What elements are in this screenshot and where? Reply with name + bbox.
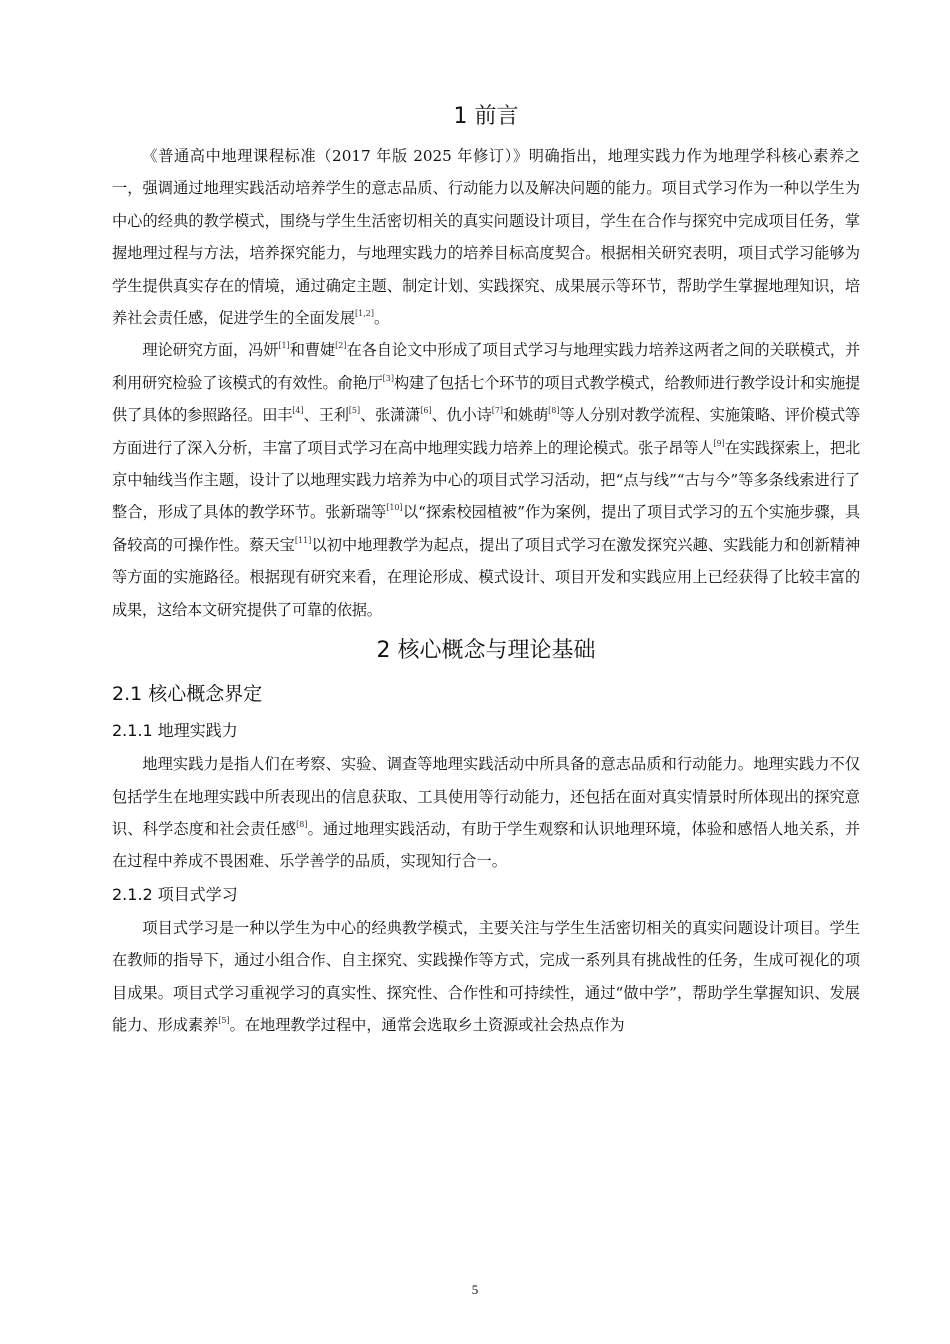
text-run: 。: [373, 309, 390, 328]
section-2-1-1-heading: 2.1.1 地理实践力: [112, 721, 238, 741]
citation: [5]: [218, 1015, 230, 1025]
text-run: 项目式学习是一种以学生为中心的经典教学模式，主要关注与学生生活密切相关的真实问题设计项目。学生在教师的指导下，通过小组合作、自主探究、实践操作等方式，完成一系列具有挑战性的任务，生成可视化的项目成果。项目式学习重视学习的真实性、探究性、合作性和可持续性，通过“做中学”，帮助学生掌握知识、发展能力、形成素养: [112, 918, 860, 1034]
text-run: 地理实践力是指人们在考察、实验、调查等地理实践活动中所具备的意志品质和行动能力。地理实践力不仅包括学生在地理实践中所表现出的信息获取、工具使用等行动能力，还包括在面对真实情景时所体现出的探究意识、科学态度和社会责任感: [112, 755, 860, 838]
citation: [9]: [713, 438, 725, 448]
page-number: 5: [471, 1282, 479, 1297]
project-learning-paragraph: [112, 912, 860, 1042]
citation: [2]: [335, 341, 347, 351]
text-run: 在各自论文中形成了项目式学习与地理实践力培养这两者之间的关联模式，并利用研究检验了该模式的有效性。俞艳厅: [112, 341, 861, 392]
citation: [3]: [382, 373, 394, 383]
geographic-practice-paragraph: [112, 748, 860, 878]
intro-paragraph: [112, 140, 860, 334]
citation: [11]: [294, 535, 312, 545]
section-2-heading: 2 核心概念与理论基础: [376, 638, 596, 664]
text-run: 、张潇潇: [360, 406, 421, 425]
citation: [10]: [386, 503, 403, 513]
citation: [8]: [296, 819, 308, 829]
section-2-1-heading: 2.1 核心概念界定: [112, 683, 263, 706]
citation: [8]: [548, 406, 560, 416]
citation: [6]: [420, 406, 432, 416]
text-run: 和曹婕: [289, 341, 336, 360]
citation: [1]: [278, 341, 290, 351]
section-1-heading: 1 前言: [453, 104, 519, 129]
text-run: 和姚萌: [503, 406, 549, 425]
text-run: 在实践探索上，把北京中轴线当作主题，设计了以地理实践力培养为中心的项目式学习活动，把“点与线”“古与今”等多条线索进行了整合，形成了具体的教学环节。张新瑞等: [112, 438, 860, 522]
text-run: 。在地理教学过程中，通常会选取乡土资源或社会热点作为: [229, 1015, 625, 1034]
text-run: 。通过地理实践活动，有助于学生观察和认识地理环境，体验和感悟人地关系，并在过程中养成不畏困难、乐学善学的品质，实现知行合一。: [112, 819, 861, 871]
text-run: 、仇小诗: [431, 406, 492, 425]
text-run: 以初中地理教学为起点，提出了项目式学习在激发探究兴趣、实践能力和创新精神等方面的实施路径。根据现有研究来看，在理论形成、模式设计、项目开发和实践应用上已经获得了比较丰富的成果，这给本文研究提供了可靠的依据。: [112, 535, 860, 619]
section-2-1-2-heading: 2.1.2 项目式学习: [112, 884, 238, 904]
text-run: 《普通高中地理课程标准（2017 年版 2025 年修订）》明确指出，地理实践力作为地理学科核心素养之一，强调通过地理实践活动培养学生的意志品质、行动能力以及解决问题的能力。项目式学习作为一种以学生为中心的经典的教学模式，围绕与学生生活密切相关的真实问题设计项目，学生在合作与探究中完成项目任务，掌握地理过程与方法，培养探究能力，与地理实践力的培养目标高度契合。根据相关研究表明，项目式学习能够为学生提供真实存在的情境，通过确定主题、制定计划、实践探究、成果展示等环节，帮助学生掌握地理知识，培养社会责任感，促进学生的全面发展: [112, 147, 860, 328]
text-run: 构建了包括七个环节的项目式教学模式，给教师进行教学设计和实施提供了具体的参照路径。田丰: [112, 373, 860, 425]
citation: [7]: [491, 406, 504, 416]
text-run: 以“探索校园植被”作为案例，提出了项目式学习的五个实施步骤，具备较高的可操作性。蔡天宝: [112, 503, 860, 554]
citation: [1,2]: [355, 309, 374, 319]
text-run: 、王利: [303, 406, 349, 425]
citation: [4]: [292, 406, 304, 416]
text-run: 等人分别对教学流程、实施策略、评价模式等方面进行了深入分析，丰富了项目式学习在高中地理实践力培养上的理论模式。张子昂等人: [112, 406, 860, 457]
page-content: [112, 94, 860, 1041]
citation: [5]: [348, 406, 361, 416]
text-run: 理论研究方面，冯妍: [142, 341, 279, 360]
literature-review-paragraph: [112, 334, 860, 626]
